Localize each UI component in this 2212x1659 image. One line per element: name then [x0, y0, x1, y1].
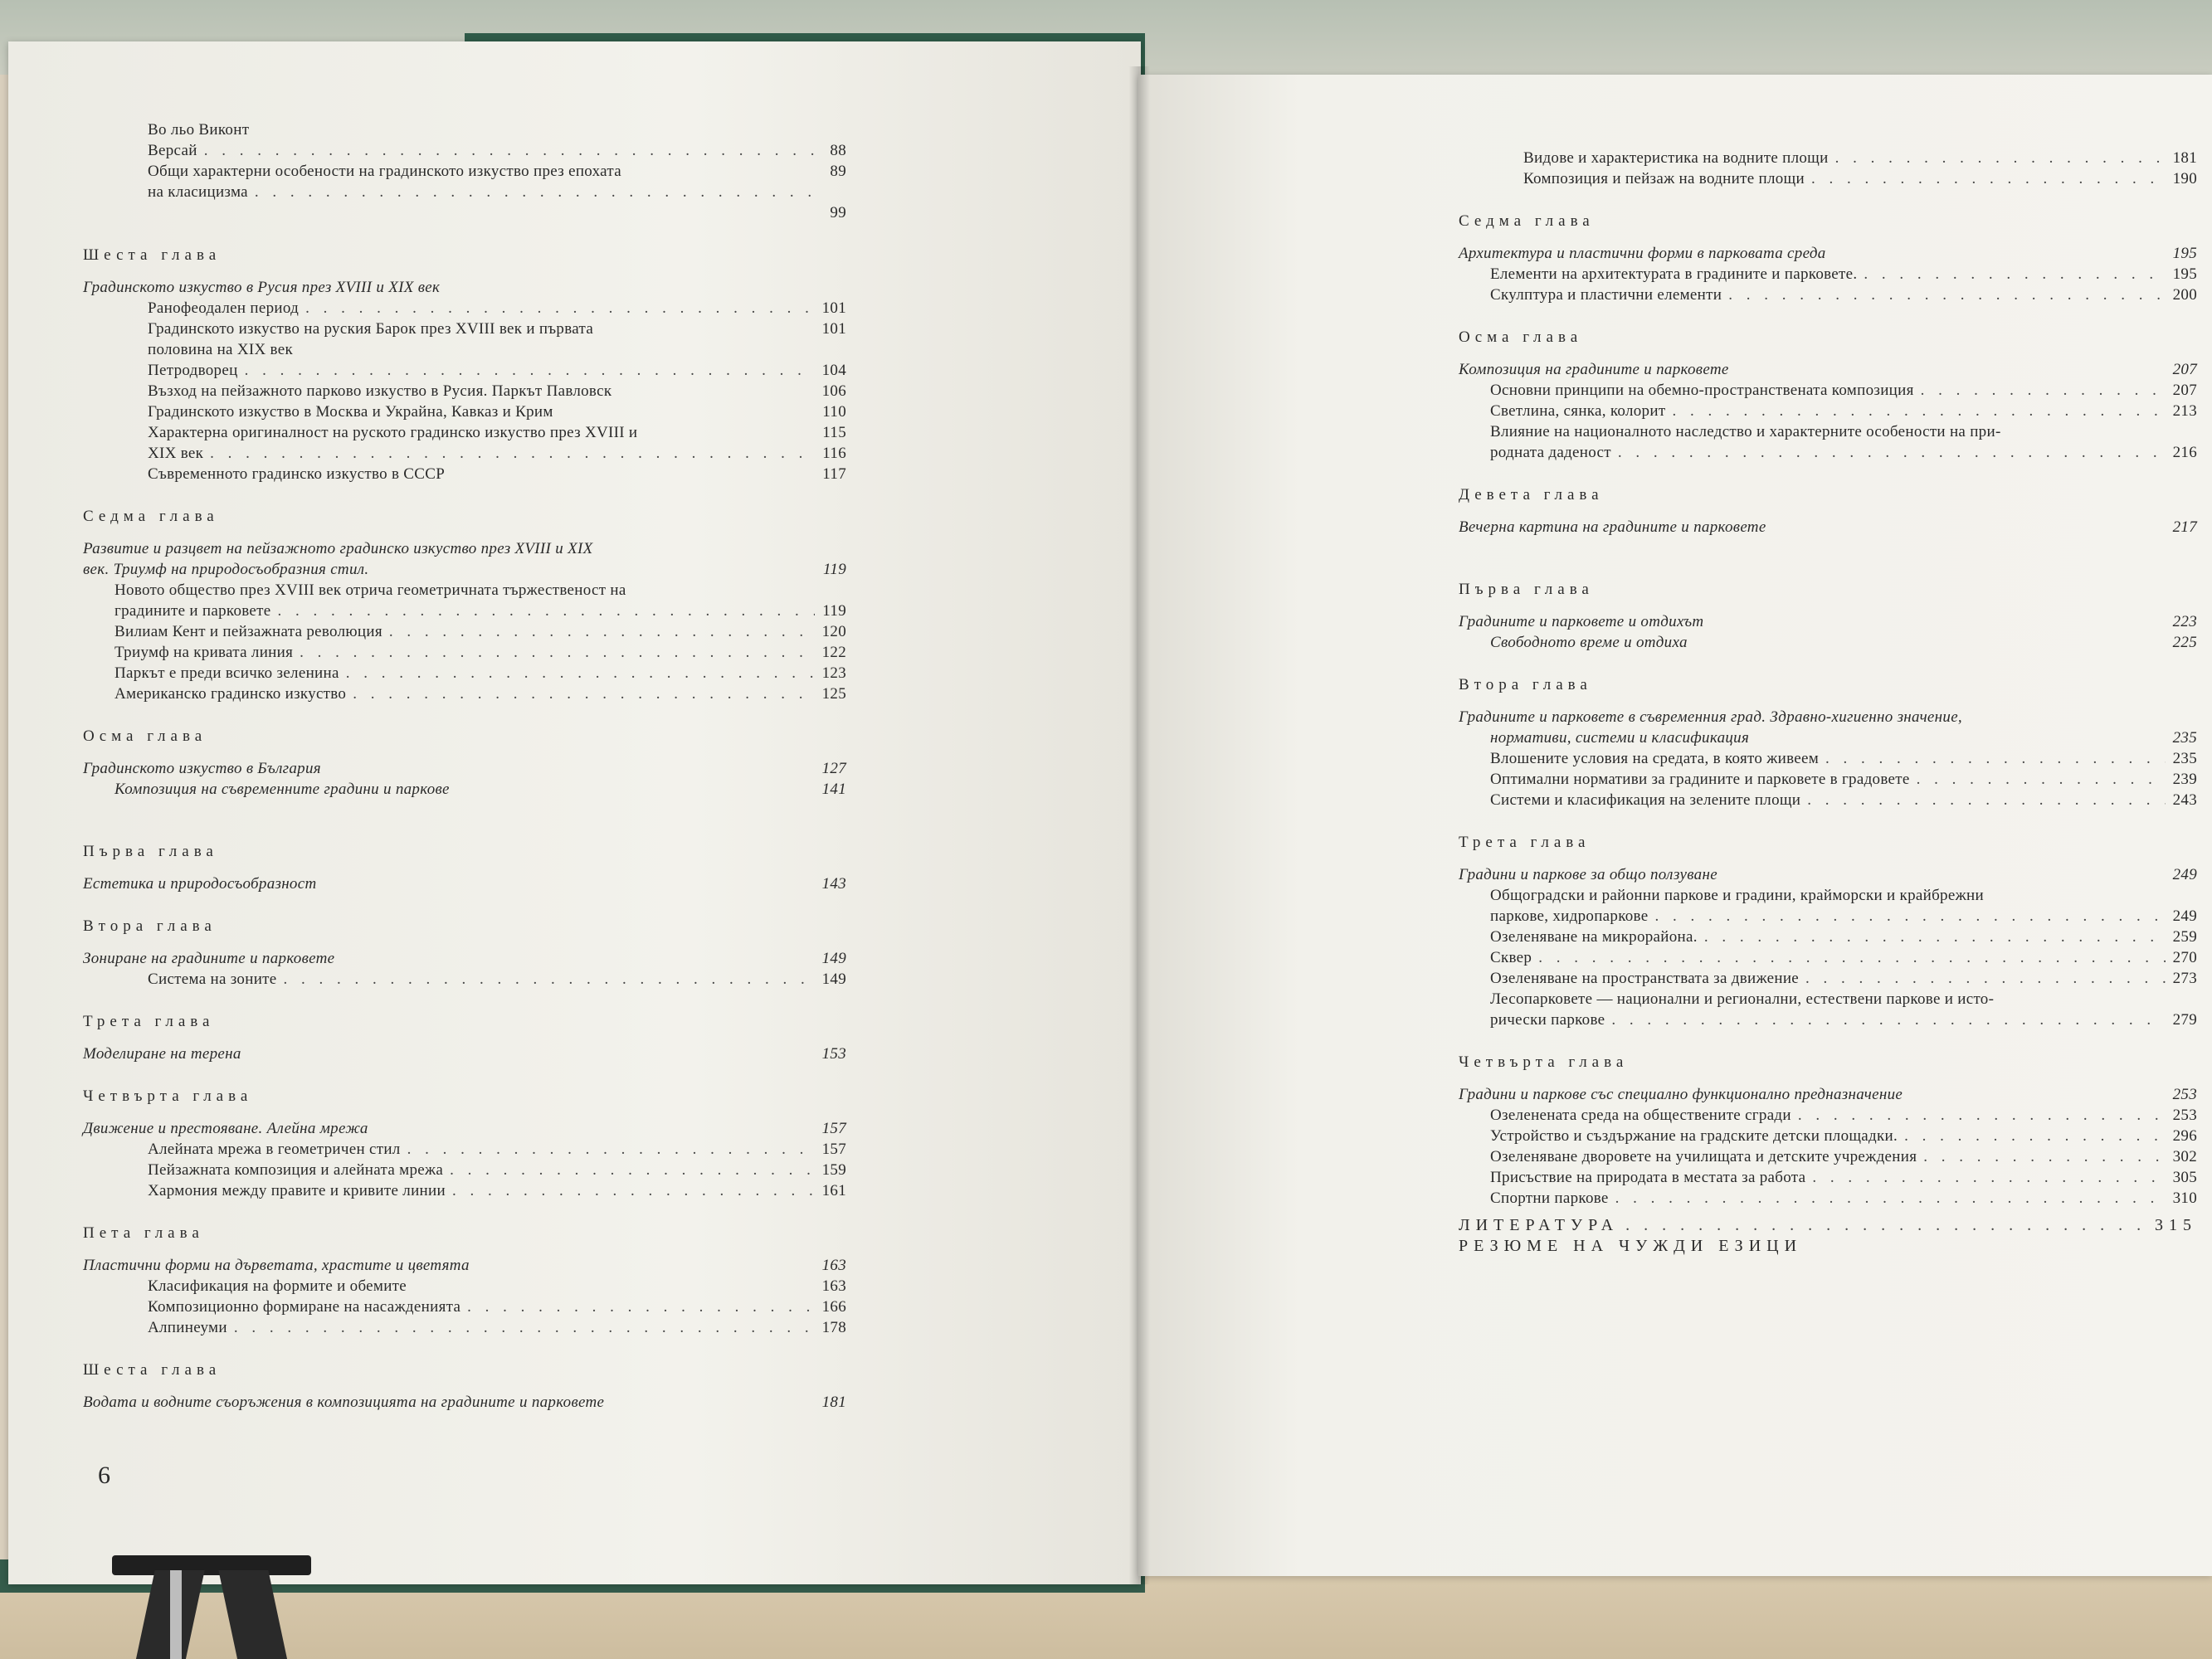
chapter-label: Трета глава — [1459, 834, 1591, 851]
chapter-label: Девета глава — [1459, 486, 1604, 504]
binder-clip-icon — [112, 1555, 311, 1659]
toc-entry: Озеленяване на пространствата за движение . . . 273 — [1459, 968, 2197, 989]
chapter-title: Градините и парковете и отдихът 223 — [1459, 613, 2197, 630]
toc-entry: Американско градинско изкуство . . . 125 — [83, 684, 846, 704]
toc-entry: Версай . . . 88 — [83, 140, 846, 161]
toc-entry: Ранофеодален период . . . 101 — [83, 298, 846, 319]
toc-entry: Оптимални нормативи за градините и парковете в градовете . . . 239 — [1459, 769, 2197, 790]
toc-entry: Композиция на съвременните градини и паркове 141 — [114, 781, 846, 798]
toc-entry: Алпинеуми . . . 178 — [83, 1317, 846, 1338]
toc-entry: Озеленяване дворовете на училищата и детските учреждения . . . 302 — [1459, 1146, 2197, 1167]
chapter-title: Композиция на градините и парковете 207 — [1459, 361, 2197, 378]
toc-entry: Композиционно формиране на насажденията . . . 166 — [83, 1297, 846, 1317]
chapter-title: Градинското изкуство в България 127 — [83, 760, 846, 777]
book-gutter — [1128, 66, 1150, 1584]
toc-entry: Градинското изкуство на руския Барок през XVIII век и първата 101 — [148, 320, 846, 338]
chapter-label: Осма глава — [1459, 328, 1583, 346]
toc-entry: 99 — [830, 204, 846, 221]
toc-entry: Основни принципи на обемно-пространствената композиция . . . 207 — [1459, 380, 2197, 401]
toc-entry: Спортни паркове . . . 310 — [1459, 1188, 2197, 1209]
toc-right-column — [1459, 148, 2197, 1257]
chapter-title: Пластични форми на дърветата, храстите и цветята 163 — [83, 1257, 846, 1274]
chapter-label: Четвърта глава — [83, 1087, 253, 1105]
toc-entry: Триумф на кривата линия . . . 122 — [83, 642, 846, 663]
chapter-title: Градини и паркове със специално функционално предназначение 253 — [1459, 1086, 2197, 1103]
chapter-title: Зониране на градините и парковете 149 — [83, 950, 846, 967]
toc-entry: Скулптура и пластични елементи . . . 200 — [1459, 285, 2197, 305]
toc-entry: Система на зоните . . . 149 — [83, 969, 846, 990]
chapter-label: Трета глава — [83, 1013, 215, 1030]
toc-entry: половина на XIX век — [148, 341, 293, 358]
chapter-label: Първа глава — [1459, 581, 1594, 598]
toc-entry: Общи характерни особености на градинското изкуство през епохата 89 — [148, 163, 846, 180]
toc-entry: Системи и класификация на зелените площи . . . 243 — [1459, 790, 2197, 810]
toc-entry: Съвременното градинско изкуство в СССР 117 — [148, 465, 846, 483]
toc-entry: Вилиам Кент и пейзажната революция . . . 120 — [83, 621, 846, 642]
toc-entry: Петродворец . . . 104 — [83, 360, 846, 381]
chapter-label: Втора глава — [83, 917, 217, 935]
toc-entry: на класицизма . . . — [83, 182, 846, 202]
chapter-title: Градините и парковете в съвременния град. Здравно-хигиенно значение, — [1459, 708, 1962, 726]
toc-entry: рически паркове . . . 279 — [1459, 1010, 2197, 1030]
toc-entry: XIX век . . . 116 — [83, 443, 846, 464]
toc-entry: Видове и характеристика на водните площи . . . 181 — [1459, 148, 2197, 168]
toc-entry: Градинското изкуство в Москва и Украйна, Кавказ и Крим 110 — [148, 403, 846, 421]
chapter-title: нормативи, системи и класификация 235 — [1490, 729, 2197, 747]
toc-entry: Сквер . . . 270 — [1459, 947, 2197, 968]
chapter-label: Втора глава — [1459, 676, 1592, 693]
toc-left-column — [83, 119, 846, 1413]
chapter-label: Четвърта глава — [1459, 1053, 1629, 1071]
chapter-title: Естетика и природосъобразност 143 — [83, 875, 846, 893]
toc-entry: градините и парковете . . . 119 — [83, 601, 846, 621]
toc-entry: Възход на пейзажното парково изкуство в Русия. Паркът Павловск 106 — [148, 382, 846, 400]
toc-entry: Влошените условия на средата, в която живеем . . . 235 — [1459, 748, 2197, 769]
chapter-label: Осма глава — [83, 727, 207, 745]
toc-entry: Устройство и създържание на градските детски площадки. . . . 296 — [1459, 1126, 2197, 1146]
chapter-label: Седма глава — [1459, 212, 1595, 230]
toc-entry: Елементи на архитектурата в градините и парковете. . . . 195 — [1459, 264, 2197, 285]
toc-entry: Новото общество през XVIII век отрича геометричната тържественост на — [114, 581, 626, 599]
toc-entry: паркове, хидропаркове . . . 249 — [1459, 906, 2197, 927]
literature-entry: ЛИТЕРАТУРА . . . 315 — [1459, 1215, 2197, 1236]
chapter-title: Развитие и разцвет на пейзажното градинско изкуство през XVIII и XIX — [83, 540, 593, 557]
toc-entry: Композиция и пейзаж на водните площи . . . 190 — [1459, 168, 2197, 189]
toc-entry: Характерна оригиналност на руското градинско изкуство през XVIII и 115 — [148, 424, 846, 441]
toc-entry: Во льо Виконт — [148, 121, 250, 139]
chapter-title: Моделиране на терена 153 — [83, 1045, 846, 1063]
toc-entry: Алейната мрежа в геометричен стил . . . 157 — [83, 1139, 846, 1160]
toc-entry: Свободното време и отдиха 225 — [1490, 634, 2197, 651]
chapter-title: Архитектура и пластични форми в парковата среда 195 — [1459, 245, 2197, 262]
chapter-title: Градинското изкуство в Русия през XVIII и XIX век — [83, 279, 441, 296]
toc-entry: Хармония между правите и кривите линии . . . 161 — [83, 1180, 846, 1201]
chapter-title: Вечерна картина на градините и парковете 217 — [1459, 518, 2197, 536]
toc-entry: Светлина, сянка, колорит . . . 213 — [1459, 401, 2197, 421]
toc-entry: Присъствие на природата в местата за работа . . . 305 — [1459, 1167, 2197, 1188]
chapter-title: Движение и престояване. Алейна мрежа 157 — [83, 1120, 846, 1137]
chapter-label: Пета глава — [83, 1224, 204, 1242]
chapter-label: Шеста глава — [83, 1361, 222, 1379]
page-number: 6 — [98, 1462, 110, 1489]
toc-entry: Влияние на националното наследство и характерните особености на при- — [1490, 423, 2001, 440]
toc-entry: Лесопарковете — национални и регионални, естествени паркове и исто- — [1490, 990, 1995, 1008]
toc-entry: Класификация на формите и обемите 163 — [148, 1277, 846, 1295]
chapter-title: Градини и паркове за общо ползуване 249 — [1459, 866, 2197, 883]
toc-entry: Пейзажната композиция и алейната мрежа . . . 159 — [83, 1160, 846, 1180]
toc-entry: Паркът е преди всичко зеленина . . . 123 — [83, 663, 846, 684]
toc-entry: Озеленената среда на обществените сгради . . . 253 — [1459, 1105, 2197, 1126]
toc-entry: родната даденост . . . 216 — [1459, 442, 2197, 463]
summary-entry: РЕЗЮМЕ НА ЧУЖДИ ЕЗИЦИ — [1459, 1237, 1803, 1255]
chapter-label: Шеста глава — [83, 246, 222, 264]
toc-entry: Общоградски и районни паркове и градини, крайморски и крайбрежни — [1490, 887, 1984, 904]
chapter-title: век. Триумф на природосъобразния стил. 119 — [83, 561, 846, 578]
chapter-label: Първа глава — [83, 843, 218, 860]
toc-entry: Озеленяване на микрорайона. . . . 259 — [1459, 927, 2197, 947]
chapter-title: Водата и водните съоръжения в композицията на градините и парковете 181 — [83, 1394, 846, 1411]
chapter-label: Седма глава — [83, 508, 219, 525]
